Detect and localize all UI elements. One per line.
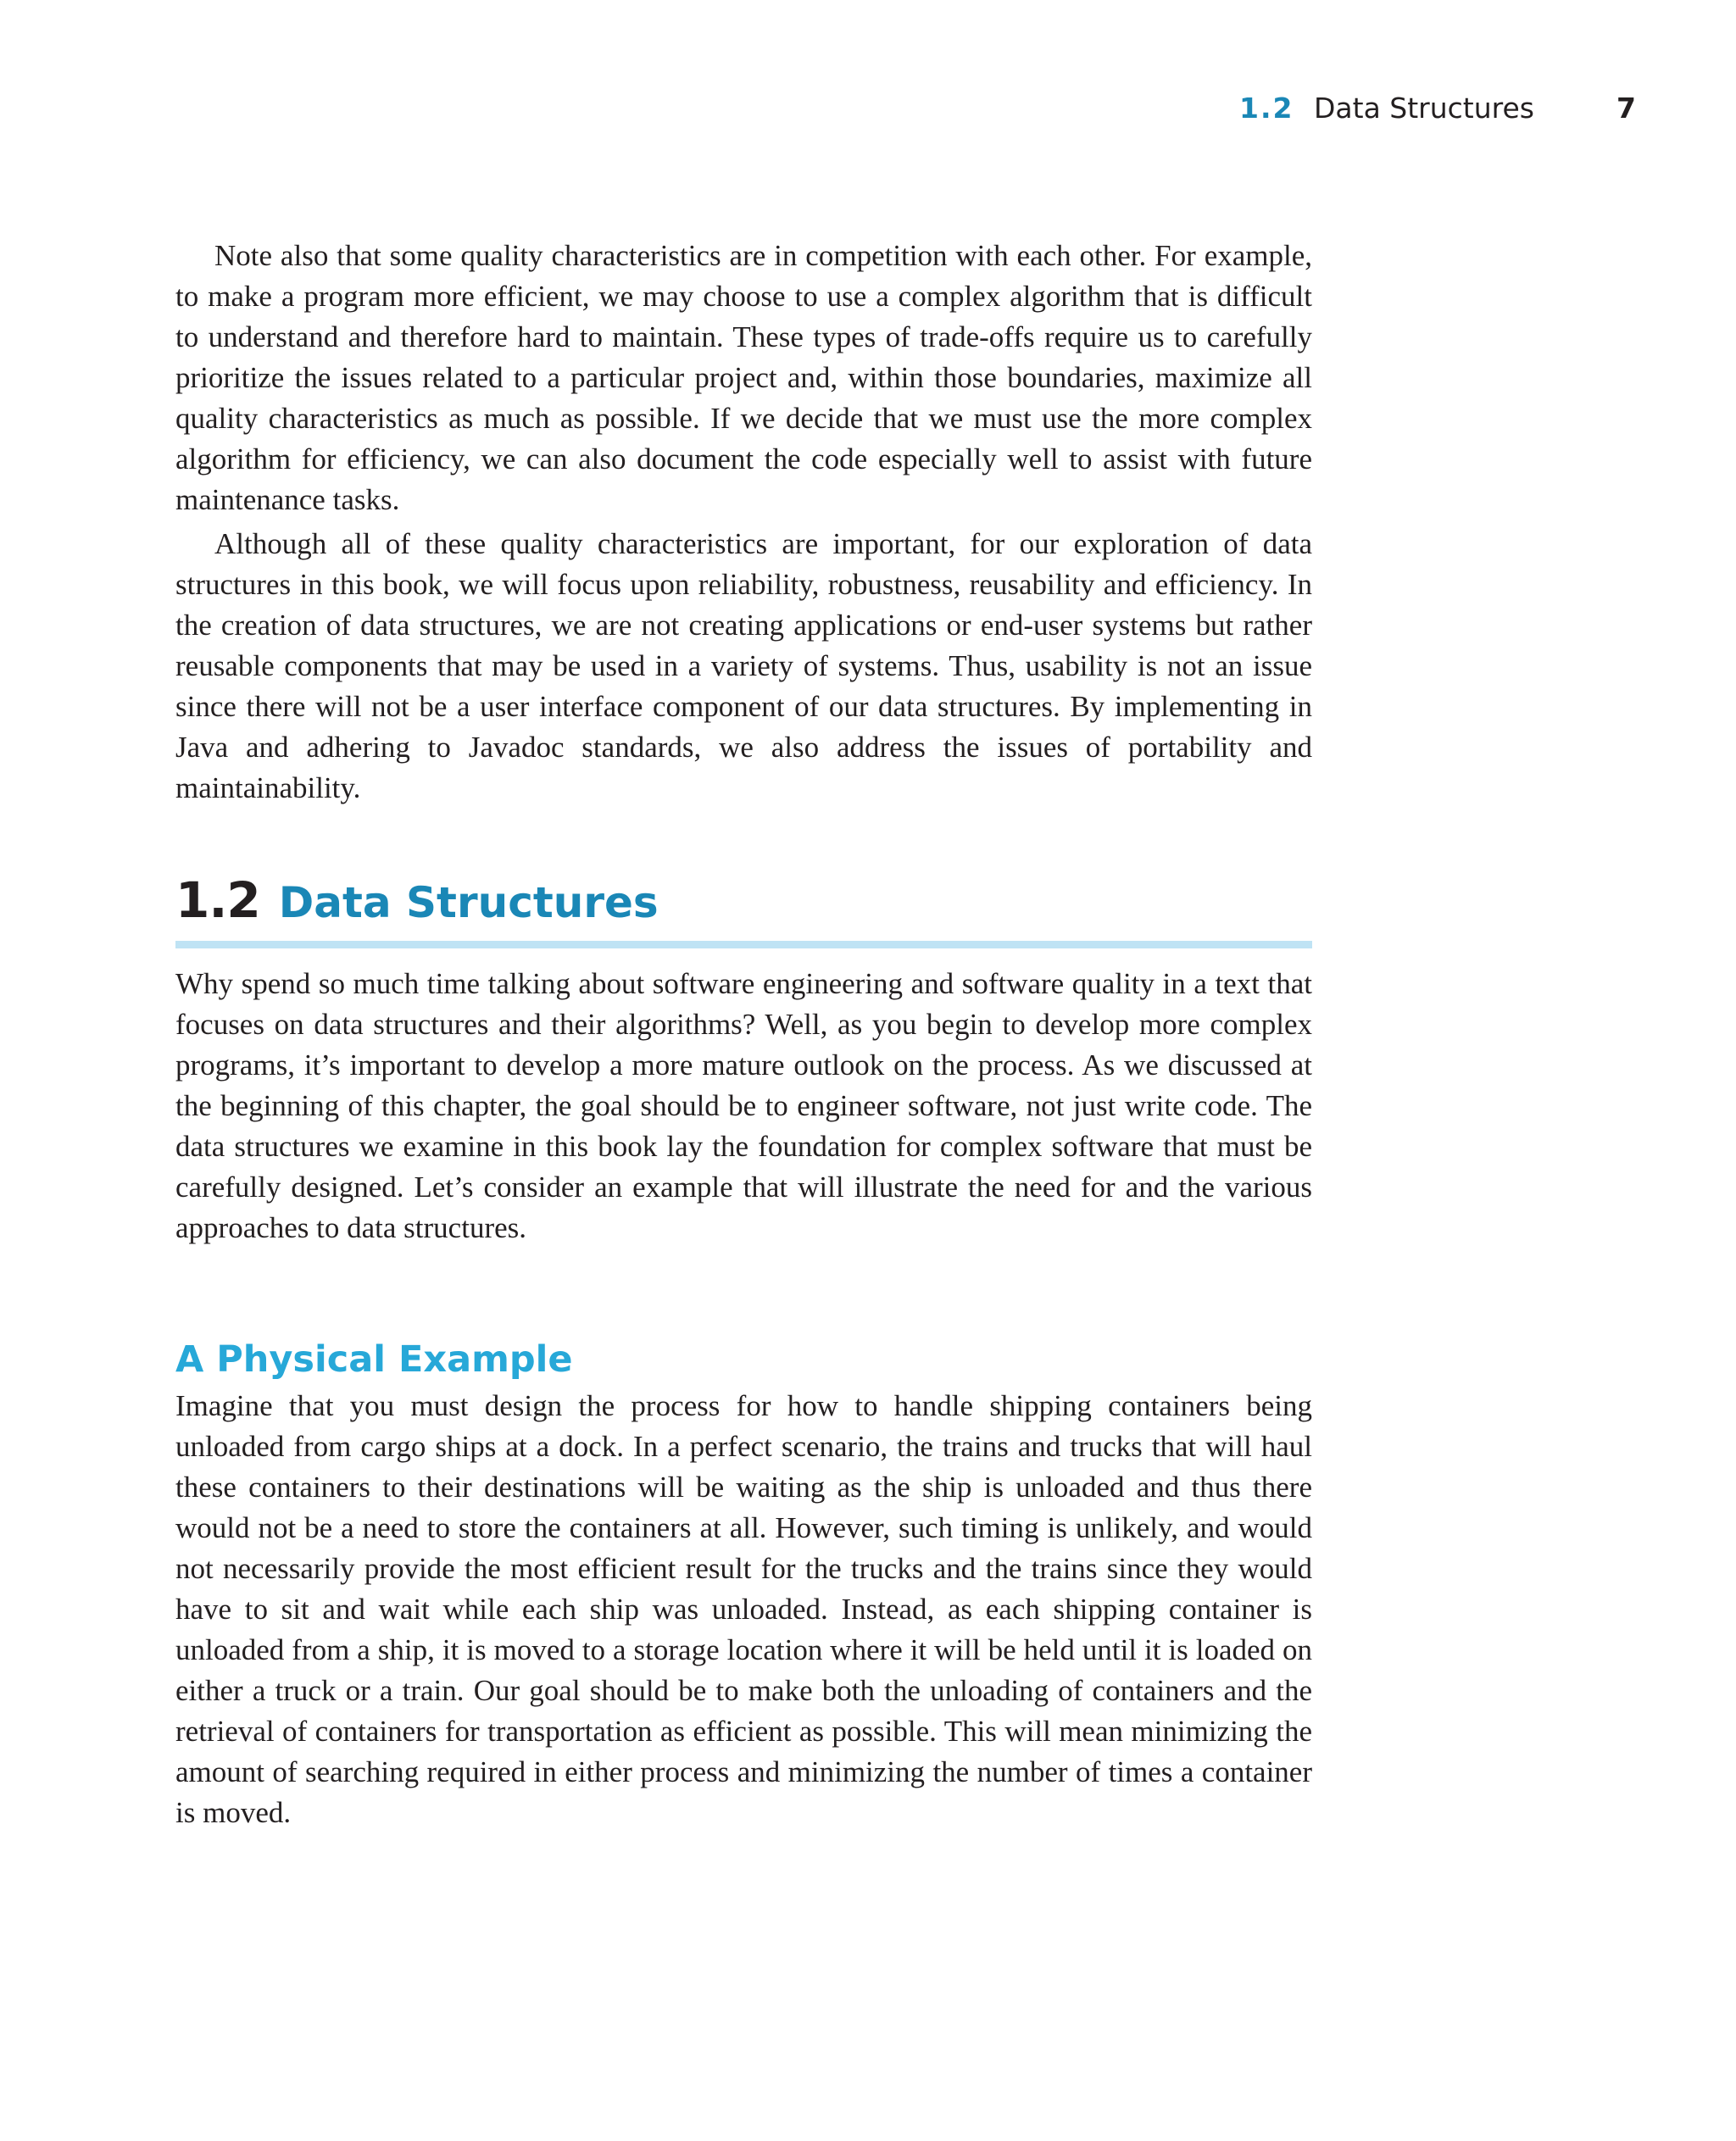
running-head-section-number: 1.2 (1239, 92, 1294, 125)
section-heading (175, 871, 1312, 929)
intro-paragraph-1: Note also that some quality characteristics are in competition with each other. For example, to make a program more efficient, we may choose to use a complex algorithm that is difficult to understand and therefore hard to maintain. These types of trade-offs require us to carefully prioritize the issues related to a particular project and, within those boundaries, maximize all quality characteristics as much as possible. If we decide that we must use the more complex algorithm for efficiency, we can also document the code especially well to assist with future maintenance tasks. (175, 239, 1312, 516)
section-body (175, 964, 1312, 1248)
page-content (175, 236, 1312, 1833)
section-title: Data Structures (278, 878, 659, 927)
intro-paragraph-2: Although all of these quality characteristics are important, for our exploration of data structures in this book, we will focus upon reliability, robustness, reusability and efficiency. In the creation of data structures, we are not creating applications or end-user systems but rather reusable components that may be used in a variety of systems. Thus, usability is not an issue since there will not be a user interface component of our data structures. By implementing in Java and adhering to Javadoc standards, we also address the issues of portability and maintainability. (175, 527, 1312, 804)
running-head (0, 92, 1736, 134)
section-divider (175, 941, 1312, 948)
subsection-heading: A Physical Example (175, 1338, 573, 1381)
page-number: 7 (1616, 92, 1636, 125)
running-head-section-title: Data Structures (1314, 92, 1534, 125)
subsection-paragraph: Imagine that you must design the process for how to handle shipping containers being unloaded from cargo ships at a dock. In a perfect scenario, the trains and trucks that will haul these containers to their destinations will be waiting as the ship is unloaded and thus there would not be a need to store the containers at all. However, such timing is unlikely, and would not necessarily provide the most efficient result for the trucks and the trains since they would have to sit and wait while each ship was unloaded. Instead, as each shipping container is unloaded from a ship, it is moved to a storage location where it will be held until it is loaded on either a truck or a train. Our goal should be to make both the unloading of containers and the retrieval of containers for transportation as efficient as possible. This will mean minimizing the amount of searching required in either process and minimizing the number of times a container is moved. (175, 1389, 1312, 1829)
section-paragraph: Why spend so much time talking about software engineering and software quality in a text that focuses on data structures and their algorithms? Well, as you begin to develop more complex programs, it’s important to develop a more mature outlook on the process. As we discussed at the beginning of this chapter, the goal should be to engineer software, not just write code. The data structures we examine in this book lay the foundation for complex software that must be carefully designed. Let’s consider an example that will illustrate the need for and the various approaches to data structures. (175, 967, 1312, 1244)
section-number: 1.2 (175, 871, 260, 929)
